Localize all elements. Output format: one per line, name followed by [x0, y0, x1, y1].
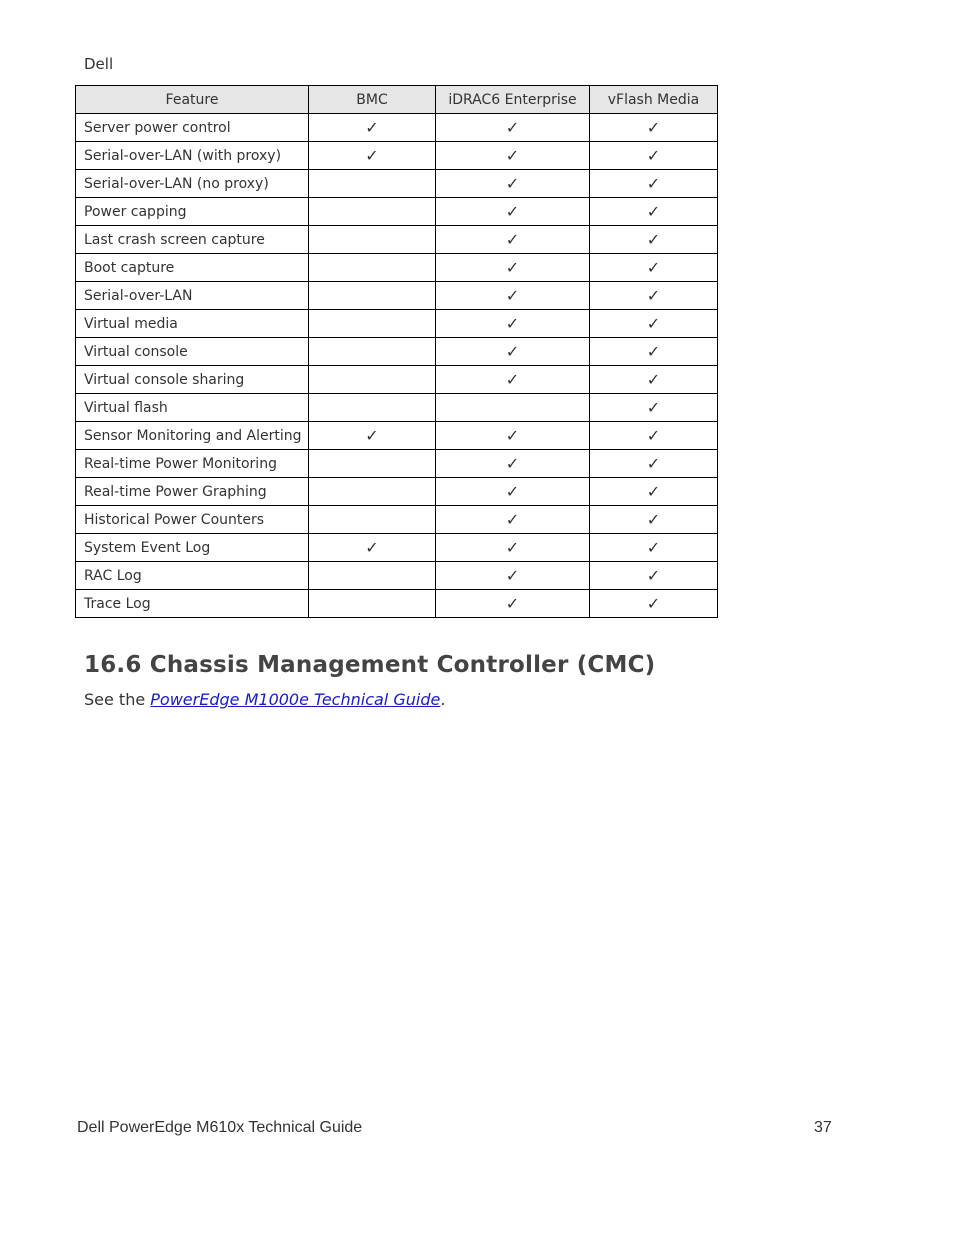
feature-name-cell: Virtual media [76, 310, 309, 338]
vflash-support-cell [590, 422, 718, 450]
table-row [76, 562, 718, 590]
table-row [76, 338, 718, 366]
bmc-support-cell [309, 478, 436, 506]
bmc-support-cell [309, 226, 436, 254]
check-mark-icon: ✓ [365, 118, 379, 137]
feature-name-cell: RAC Log [76, 562, 309, 590]
bmc-support-cell [309, 310, 436, 338]
vflash-support-cell [590, 450, 718, 478]
table-row [76, 366, 718, 394]
column-header-idrac: iDRAC6 Enterprise [436, 86, 590, 114]
check-mark-icon: ✓ [646, 286, 661, 305]
bmc-support-cell [309, 142, 436, 170]
check-mark-icon: ✓ [646, 482, 661, 501]
bmc-support-cell [309, 198, 436, 226]
feature-name-cell: Real-time Power Graphing [76, 478, 309, 506]
table-row [76, 226, 718, 254]
bmc-support-cell [309, 338, 436, 366]
vflash-support-cell [590, 114, 718, 142]
idrac-support-cell [436, 282, 590, 310]
feature-name-cell: Serial-over-LAN (no proxy) [76, 170, 309, 198]
bmc-support-cell [309, 366, 436, 394]
feature-name-cell: Serial-over-LAN [76, 282, 309, 310]
bmc-support-cell [309, 422, 436, 450]
feature-name-cell: Power capping [76, 198, 309, 226]
vflash-support-cell [590, 254, 718, 282]
check-mark-icon: ✓ [505, 118, 520, 137]
check-mark-icon: ✓ [646, 566, 661, 585]
vflash-support-cell [590, 338, 718, 366]
feature-name-cell: Virtual console [76, 338, 309, 366]
check-mark-icon: ✓ [505, 538, 520, 557]
feature-name-cell: Serial-over-LAN (with proxy) [76, 142, 309, 170]
feature-name-cell: Last crash screen capture [76, 226, 309, 254]
check-mark-icon: ✓ [646, 314, 661, 333]
check-mark-icon: ✓ [646, 202, 661, 221]
table-row [76, 422, 718, 450]
idrac-support-cell [436, 226, 590, 254]
see-suffix: . [440, 690, 446, 709]
idrac-support-cell [436, 142, 590, 170]
check-mark-icon: ✓ [505, 314, 520, 333]
feature-table [75, 85, 718, 618]
vflash-support-cell [590, 562, 718, 590]
check-mark-icon: ✓ [505, 230, 520, 249]
bmc-support-cell [309, 254, 436, 282]
check-mark-icon: ✓ [646, 146, 661, 165]
check-mark-icon: ✓ [505, 202, 520, 221]
bmc-support-cell [309, 114, 436, 142]
feature-name-cell: Virtual console sharing [76, 366, 309, 394]
check-mark-icon: ✓ [505, 482, 520, 501]
idrac-support-cell [436, 478, 590, 506]
table-row [76, 394, 718, 422]
bmc-support-cell [309, 590, 436, 618]
idrac-support-cell [436, 450, 590, 478]
check-mark-icon: ✓ [646, 398, 661, 417]
see-reference [84, 690, 445, 709]
column-header-vflash: vFlash Media [590, 86, 718, 114]
table-row [76, 450, 718, 478]
table-row [76, 254, 718, 282]
feature-name-cell: Historical Power Counters [76, 506, 309, 534]
check-mark-icon: ✓ [505, 566, 520, 585]
vflash-support-cell [590, 478, 718, 506]
m1000e-guide-link[interactable]: PowerEdge M1000e Technical Guide [150, 690, 441, 709]
idrac-support-cell [436, 534, 590, 562]
section-title: 16.6 Chassis Management Controller (CMC) [84, 652, 656, 678]
vflash-support-cell [590, 590, 718, 618]
vflash-support-cell [590, 226, 718, 254]
check-mark-icon: ✓ [646, 538, 661, 557]
feature-name-cell: Virtual flash [76, 394, 309, 422]
table-row [76, 478, 718, 506]
check-mark-icon: ✓ [505, 286, 520, 305]
idrac-support-cell [436, 198, 590, 226]
column-header-feature: Feature [76, 86, 309, 114]
table-row [76, 142, 718, 170]
feature-name-cell: Sensor Monitoring and Alerting [76, 422, 309, 450]
check-mark-icon: ✓ [646, 454, 661, 473]
table-row [76, 198, 718, 226]
header-brand: Dell [84, 55, 114, 73]
idrac-support-cell [436, 254, 590, 282]
idrac-support-cell [436, 338, 590, 366]
check-mark-icon: ✓ [505, 146, 520, 165]
vflash-support-cell [590, 282, 718, 310]
check-mark-icon: ✓ [365, 426, 379, 445]
idrac-support-cell [436, 562, 590, 590]
bmc-support-cell [309, 282, 436, 310]
check-mark-icon: ✓ [646, 594, 661, 613]
check-mark-icon: ✓ [646, 510, 661, 529]
bmc-support-cell [309, 394, 436, 422]
check-mark-icon: ✓ [646, 426, 661, 445]
table-row [76, 282, 718, 310]
see-prefix: See the [84, 690, 151, 709]
vflash-support-cell [590, 534, 718, 562]
idrac-support-cell [436, 170, 590, 198]
vflash-support-cell [590, 310, 718, 338]
feature-name-cell: System Event Log [76, 534, 309, 562]
feature-name-cell: Trace Log [76, 590, 309, 618]
check-mark-icon: ✓ [505, 342, 520, 361]
feature-name-cell: Real-time Power Monitoring [76, 450, 309, 478]
check-mark-icon: ✓ [505, 258, 520, 277]
table-row [76, 590, 718, 618]
bmc-support-cell [309, 506, 436, 534]
check-mark-icon: ✓ [505, 510, 520, 529]
table-row [76, 170, 718, 198]
idrac-support-cell [436, 422, 590, 450]
check-mark-icon: ✓ [646, 370, 661, 389]
idrac-support-cell [436, 394, 590, 422]
idrac-support-cell [436, 114, 590, 142]
column-header-bmc: BMC [309, 86, 436, 114]
bmc-support-cell [309, 534, 436, 562]
check-mark-icon: ✓ [365, 146, 379, 165]
table-row [76, 506, 718, 534]
page-number: 37 [814, 1119, 832, 1136]
table-row [76, 534, 718, 562]
vflash-support-cell [590, 506, 718, 534]
vflash-support-cell [590, 170, 718, 198]
check-mark-icon: ✓ [505, 454, 520, 473]
check-mark-icon: ✓ [646, 258, 661, 277]
feature-name-cell: Boot capture [76, 254, 309, 282]
vflash-support-cell [590, 142, 718, 170]
check-mark-icon: ✓ [505, 174, 520, 193]
check-mark-icon: ✓ [646, 230, 661, 249]
bmc-support-cell [309, 450, 436, 478]
check-mark-icon: ✓ [505, 370, 520, 389]
vflash-support-cell [590, 198, 718, 226]
feature-name-cell: Server power control [76, 114, 309, 142]
check-mark-icon: ✓ [365, 538, 379, 557]
bmc-support-cell [309, 562, 436, 590]
idrac-support-cell [436, 366, 590, 394]
footer-title: Dell PowerEdge M610x Technical Guide [77, 1119, 363, 1136]
vflash-support-cell [590, 366, 718, 394]
idrac-support-cell [436, 310, 590, 338]
idrac-support-cell [436, 590, 590, 618]
check-mark-icon: ✓ [646, 174, 661, 193]
feature-table-body [76, 114, 718, 618]
idrac-support-cell [436, 506, 590, 534]
table-row [76, 114, 718, 142]
vflash-support-cell [590, 394, 718, 422]
check-mark-icon: ✓ [505, 426, 520, 445]
table-header-row [76, 86, 718, 114]
check-mark-icon: ✓ [646, 342, 661, 361]
check-mark-icon: ✓ [505, 594, 520, 613]
bmc-support-cell [309, 170, 436, 198]
check-mark-icon: ✓ [646, 118, 661, 137]
table-row [76, 310, 718, 338]
